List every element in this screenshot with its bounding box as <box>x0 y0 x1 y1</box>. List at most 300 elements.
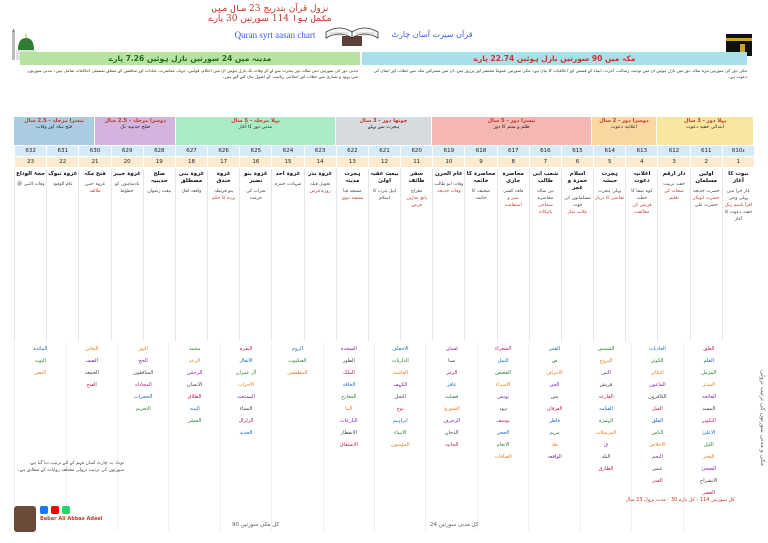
event-line: وفات خدیجہ <box>436 189 461 194</box>
year-row <box>14 146 754 156</box>
year-cell: 626 <box>207 146 239 156</box>
year-cell: 623 <box>304 146 336 156</box>
surah-name: فصلت <box>445 394 459 400</box>
event-heading: دار ارقم <box>662 171 686 177</box>
event-heading: اولین مسلمان <box>695 171 718 184</box>
surah-name: الرحمٰن <box>186 370 203 376</box>
event-column <box>464 169 496 341</box>
surah-name: الزخرف <box>443 418 461 424</box>
event-line: طائف <box>89 189 101 194</box>
period-text: ابتدائی خفیہ دعوت <box>686 124 725 130</box>
surah-name: الزمر <box>446 370 458 376</box>
surah-name: الکوثر <box>651 358 664 364</box>
event-line: کوہ صفا کا خطبہ <box>631 189 653 201</box>
surah-name: التغابن <box>84 346 99 352</box>
year-cell: 615 <box>561 146 593 156</box>
event-column <box>271 169 303 341</box>
surah-name: الانبیاء <box>393 430 407 436</box>
year-cell: 632 <box>14 146 46 156</box>
surah-name: الشعراء <box>494 346 512 352</box>
period-text: مدنی دور کا آغاز <box>238 124 273 130</box>
surah-name: ابراہیم <box>392 418 408 424</box>
surah-name: الذاریات <box>391 358 409 364</box>
surah-name: القیامہ <box>598 406 613 412</box>
makki-summary-band: مکہ میں 90 سورتیں نازل ہوئیں 22.74 پارے <box>362 52 747 65</box>
event-line: نجاشی کا دربار <box>595 196 625 201</box>
chart-header <box>0 0 768 52</box>
event-line: صحابہ کی تعلیم <box>664 189 684 201</box>
event-column <box>722 169 754 341</box>
event-column <box>400 169 432 341</box>
surah-name: المنافقون <box>133 370 154 376</box>
event-line: علانیہ نماز <box>567 210 588 215</box>
surah-name: الحدید <box>239 430 253 436</box>
year-number-cell: 20 <box>111 157 143 167</box>
surah-name: النبا <box>345 406 353 412</box>
surah-name: التحریم <box>135 406 151 412</box>
surah-name: الرعد <box>188 358 201 364</box>
surah-name: الفاتحہ <box>701 394 717 400</box>
surah-name: یونس <box>497 394 509 400</box>
surah-name: المزمل <box>701 370 717 376</box>
event-heading: غزوہ تبوک <box>48 171 78 177</box>
event-line: پردہ کا حکم <box>211 196 236 201</box>
year-number-cell: 2 <box>690 157 722 167</box>
surah-name: البروج <box>599 358 613 364</box>
event-heading: محاصرہ جاری <box>502 171 524 184</box>
year-number-cell: 21 <box>78 157 110 167</box>
surah-name: الاحقاف <box>391 346 409 352</box>
surah-name: الفیل <box>651 406 663 412</box>
event-line: واقعہ افک <box>181 189 202 194</box>
surah-name: آل عمران <box>235 370 257 376</box>
surah-name: غافر <box>447 382 457 388</box>
year-number-cell: 14 <box>304 157 336 167</box>
main-title-urdu: نزول قرآن بتدریج 23 سال میں مکمل ہوا 114 سورتیں 30 پارے <box>208 4 332 24</box>
event-line: عام الوفود <box>52 182 73 187</box>
surah-name: المطففین <box>287 370 308 376</box>
surah-name: الجمعہ <box>84 370 99 376</box>
surah-name: النمل <box>497 358 509 364</box>
surah-name: العادیات <box>649 346 666 352</box>
surah-name: القمر <box>548 346 561 352</box>
surah-name: الطور <box>342 358 355 364</box>
year-cell: 612 <box>657 146 689 156</box>
surah-column <box>14 343 65 531</box>
period-text: صلح حدیبیہ تک <box>120 124 151 130</box>
surah-name: الطارق <box>598 466 614 472</box>
event-heading: شعب ابی طالب <box>532 171 559 184</box>
event-line: روزے فرض <box>309 189 331 194</box>
surah-name: الضحیٰ <box>701 466 717 472</box>
surah-name: الفرقان <box>546 406 563 412</box>
event-heading: صلح حدیبیہ <box>150 171 168 184</box>
surah-name: الانفطار <box>340 430 357 436</box>
surah-name: القارعہ <box>598 394 614 400</box>
madni-total-note: کل مدنی سورتیں 24 <box>430 522 479 528</box>
surah-name: التکاثر <box>650 370 664 376</box>
surah-name: العصر <box>702 490 715 496</box>
surah-name: الفتح <box>86 382 97 388</box>
event-heading: محاصرہ کا خاتمہ <box>466 171 496 184</box>
makki-total-note: کل مکی سورتیں 90 <box>232 522 280 528</box>
madni-summary-band: مدینہ میں 24 سورتیں نازل ہوئیں 7.26 پارے <box>20 52 360 65</box>
event-line: غزوہ حنین <box>84 182 106 187</box>
event-column <box>690 169 722 341</box>
side-label: مکی و مدنی سورتوں کی ترتیب نزولی <box>759 369 766 467</box>
surah-name: الدخان <box>444 430 459 436</box>
period-text: فتح مکہ اور وفات <box>36 124 73 130</box>
surah-name: الزلزال <box>238 418 254 424</box>
event-line: شراب کی حرمت <box>246 189 266 201</box>
event-column <box>78 169 110 341</box>
event-line: صحیفہ کا خاتمہ <box>471 189 491 201</box>
surah-name: الممتحنہ <box>237 394 255 400</box>
surah-name: الشوریٰ <box>443 406 460 412</box>
surah-column <box>477 343 528 531</box>
surah-name: الاحزاب <box>237 382 255 388</box>
surah-name: الطلاق <box>187 394 202 400</box>
subtitle-urdu: قرآن سیرت آسان چارٹ <box>391 30 473 39</box>
year-number-cell: 23 <box>14 157 46 167</box>
surah-name: الانعام <box>496 442 510 448</box>
event-heading: اعلانیہ دعوت <box>633 171 651 184</box>
surah-name: الملک <box>342 370 355 376</box>
surah-name: نوح <box>396 406 404 412</box>
surah-column <box>323 343 374 531</box>
event-line: اقرأ باسم ربک <box>724 203 753 208</box>
surah-name: التوبہ <box>34 358 46 364</box>
event-heading: حجۃ الوداع <box>16 171 46 177</box>
author-credit: Babar Ali Abbas Adeel <box>40 516 103 522</box>
surah-name: النساء <box>239 406 253 412</box>
youtube-icon[interactable] <box>51 506 59 514</box>
surah-name: لقمان <box>445 346 458 352</box>
period-text: ہجرت سے پہلے <box>367 124 400 130</box>
event-line: مسلمانوں کی قوت <box>564 196 591 208</box>
event-line: معراج <box>410 189 423 194</box>
year-number-cell: 19 <box>143 157 175 167</box>
period-cell <box>432 117 591 145</box>
period-cell <box>657 117 754 145</box>
surah-name: الشمس <box>597 346 615 352</box>
event-heading: غزوہ احد <box>275 171 301 177</box>
event-heading: بیعت عقبہ اولیٰ <box>370 171 399 184</box>
year-number-cell: 10 <box>432 157 464 167</box>
period-text: اعلانیہ دعوت <box>610 124 638 130</box>
surah-column <box>66 343 117 531</box>
event-column <box>207 169 239 341</box>
year-cell: 619 <box>432 146 464 156</box>
surah-name: الاعلیٰ <box>702 430 716 436</box>
surah-name: الروم <box>291 346 303 352</box>
event-line: بیعت رضوان <box>147 189 172 194</box>
surah-name: المائدہ <box>33 346 48 352</box>
event-heading: سفر طائف <box>408 171 425 184</box>
surah-name: العنکبوت <box>288 358 307 364</box>
event-line: بادشاہوں کو خطوط <box>114 182 140 194</box>
event-line: اہل یثرب کا اسلام <box>372 189 397 201</box>
surah-name: الانشقاق <box>339 442 358 448</box>
event-line: شہادت حمزہ <box>274 182 302 187</box>
event-heading: نبوت کا آغاز <box>728 171 749 184</box>
period-title: دوسرا مرحلہ - 2.5 سال <box>104 118 166 124</box>
surah-name: الحجرات <box>134 394 153 400</box>
period-title: تیسرا دور - 5 سال <box>487 118 536 124</box>
year-cell: 613 <box>625 146 657 156</box>
surah-name: الفلق <box>651 418 663 424</box>
year-cell: 617 <box>497 146 529 156</box>
year-number-cell: 4 <box>625 157 657 167</box>
surah-name: الغاشیہ <box>392 370 408 376</box>
event-heading: ہجرت حبشہ <box>601 171 618 184</box>
year-cell: 610ء <box>722 146 754 156</box>
surah-name: المؤمنون <box>390 442 410 448</box>
event-column <box>14 169 46 341</box>
surah-name: النور <box>138 346 148 352</box>
surah-name: الصافات <box>494 454 512 460</box>
surah-name: النازعات <box>340 418 358 424</box>
madni-intro-text: مدنی دور کی سورتیں دس سالہ دور ہجرت سے لے کر وفات تک نازل ہوئیں ان میں احکام، قوانین، جہاد، معاشرت، عبادات اور منافقین کے متعلق تفصیلی احکامات شامل ہیں۔ مدنی سورتوں میں یہود و نصاریٰ سے خطاب اور اسلامی ریاست کے اصول بیان کئے گئے ہیں۔ <box>27 68 358 79</box>
surah-name: فاطر <box>549 418 560 424</box>
event-column <box>175 169 207 341</box>
event-column <box>497 169 529 341</box>
event-line: مسجد قبا <box>343 189 362 194</box>
surah-name: الفجر <box>703 454 715 460</box>
surah-name: الاخلاص <box>649 442 666 448</box>
surah-name: الحج <box>138 358 148 364</box>
year-number-cell: 1 <box>722 157 754 167</box>
surah-column <box>271 343 322 531</box>
surah-name: الانشراح <box>700 478 718 484</box>
surah-name: مریم <box>549 430 560 436</box>
event-line: قریش کی مخالفت <box>632 203 652 215</box>
surah-column <box>374 343 425 531</box>
surah-name: الجن <box>549 382 560 388</box>
surah-name: الاعراف <box>546 370 563 376</box>
event-heading: غزوہ خیبر <box>113 171 141 177</box>
event-line: خفیہ تربیت <box>663 182 685 187</box>
event-column <box>143 169 175 341</box>
surah-name: النصر <box>34 370 47 376</box>
surah-name: طہٰ <box>551 442 558 448</box>
events-grid <box>14 169 754 341</box>
event-heading: غزوہ خندق <box>216 171 231 184</box>
event-line: مسجد نبوی <box>341 196 364 201</box>
surah-name: الناس <box>651 430 664 436</box>
year-cell: 628 <box>143 146 175 156</box>
surah-name: الماعون <box>649 382 666 388</box>
event-line: حضرت خدیجہ <box>692 189 720 194</box>
main-title-english: Quran syrt aasan chart <box>234 30 316 40</box>
year-cell: 616 <box>529 146 561 156</box>
year-cell: 618 <box>464 146 496 156</box>
event-column <box>529 169 561 341</box>
surah-column <box>117 343 168 531</box>
event-heading: اسلام حمزہ و عمر <box>567 171 588 191</box>
event-line: حضرت علی <box>694 203 718 208</box>
year-cell: 620 <box>400 146 432 156</box>
footer-note: نوٹ: یہ چارٹ آسان فہم کے لئے ترتیب دیا گیا ہے، سورتوں کی ترتیب نزولی مختلف روایات کے مطابق ہے۔ <box>17 461 124 473</box>
surah-name: المعارج <box>341 394 357 400</box>
surah-name: عبس <box>651 466 663 472</box>
event-heading: غزوہ بدر <box>308 171 333 177</box>
surah-column <box>168 343 219 531</box>
event-heading: عام الحزن <box>434 171 463 177</box>
year-count-row <box>14 157 754 167</box>
year-number-cell: 8 <box>497 157 529 167</box>
period-cell <box>176 117 335 145</box>
event-column <box>239 169 271 341</box>
event-line: پانچ نمازیں فرض <box>406 196 428 208</box>
year-cell: 622 <box>336 146 368 156</box>
surah-name: القصص <box>495 370 512 376</box>
period-title: پہلا دور - 3 سال <box>683 118 727 124</box>
event-line: تین سالہ محاصرہ <box>536 189 554 201</box>
period-text: ظلم و ستم کا دور <box>493 124 530 130</box>
surah-column <box>220 343 271 531</box>
surah-name: الہمزہ <box>598 418 614 424</box>
event-line: فاقہ کشی <box>503 189 524 194</box>
event-heading: غزوہ بنو نضیر <box>244 171 268 184</box>
event-line: حضرت ابوبکر <box>693 196 720 201</box>
event-line: صبر و استقامت <box>504 196 522 208</box>
period-title: چوتھا دور - 3 سال <box>359 118 408 124</box>
period-cell <box>592 117 658 145</box>
event-column <box>593 169 625 341</box>
event-column <box>657 169 689 341</box>
year-cell: 625 <box>239 146 271 156</box>
event-line: پہلی ہجرت <box>598 189 622 194</box>
period-title: دوسرا دور - 2 سال <box>599 118 649 124</box>
event-column <box>304 169 336 341</box>
period-header-row <box>14 117 754 145</box>
event-column <box>336 169 368 341</box>
surah-name: الحاقہ <box>342 382 356 388</box>
year-cell: 621 <box>368 146 400 156</box>
year-number-cell: 5 <box>593 157 625 167</box>
event-line: غار حرا میں پہلی وحی <box>726 189 750 201</box>
event-column <box>111 169 143 341</box>
year-number-cell: 12 <box>368 157 400 167</box>
year-number-cell: 6 <box>561 157 593 167</box>
whatsapp-icon[interactable] <box>62 506 70 514</box>
makki-intro-text: مکی دور کی سورتیں تیرہ سالہ دور میں نازل ہوئیں ان میں توحید، رسالت، آخرت، انبیاء کے قصص اور اخلاقیات کا بیان ہے۔ مکی سورتیں عموماً مختصر اور پرزور ہیں، ان میں مشرکین مکہ سے خطاب اور ایمان کی دعوت ہے۔ <box>373 68 747 79</box>
surah-name: قریش <box>599 382 613 388</box>
surah-name: المدثر <box>702 382 716 388</box>
author-avatar <box>14 506 36 532</box>
surah-name: الواقعہ <box>547 454 562 460</box>
year-number-cell: 16 <box>239 157 271 167</box>
period-cell <box>95 117 176 145</box>
year-number-cell: 17 <box>207 157 239 167</box>
event-line: خفیہ دعوت کا آغاز <box>724 210 753 222</box>
surah-name: الاسراء <box>495 382 511 388</box>
facebook-icon[interactable] <box>40 506 48 514</box>
year-number-cell: 3 <box>657 157 689 167</box>
surah-name: البلد <box>601 454 611 460</box>
surah-name: ہود <box>499 406 507 412</box>
surah-name: محمد <box>188 346 201 352</box>
surah-name: العلق <box>703 346 715 352</box>
surah-name: اللیل <box>703 442 714 448</box>
surah-name: التکویر <box>701 418 716 424</box>
year-number-cell: 9 <box>464 157 496 167</box>
event-heading: غزوہ بنی مصطلق <box>178 171 205 184</box>
period-cell <box>336 117 433 145</box>
year-cell: 611 <box>690 146 722 156</box>
year-number-cell: 15 <box>271 157 303 167</box>
surah-name: القدر <box>652 478 663 484</box>
surah-name: الصف <box>85 358 98 364</box>
surah-name: النحل <box>394 394 406 400</box>
year-cell: 614 <box>593 146 625 156</box>
year-cell: 630 <box>78 146 110 156</box>
surah-name: البقرہ <box>239 346 253 352</box>
event-column <box>625 169 657 341</box>
surah-name: السجدہ <box>340 346 357 352</box>
period-cell <box>14 117 95 145</box>
surah-name: الکہف <box>393 382 408 388</box>
surah-column <box>528 343 579 531</box>
event-line: بنو قریظہ <box>214 189 234 194</box>
event-line: سماجی بائیکاٹ <box>538 203 553 215</box>
surah-name: الکافرون <box>648 394 667 400</box>
year-number-cell: 13 <box>336 157 368 167</box>
surah-name: الجاثیہ <box>444 442 459 448</box>
surah-name: یس <box>550 394 559 400</box>
surah-name: المسد <box>702 406 716 412</box>
surah-name: الحشر <box>187 418 202 424</box>
surah-column <box>425 343 479 531</box>
year-cell: 631 <box>46 146 78 156</box>
surah-name: البینہ <box>189 406 200 412</box>
year-number-cell: 7 <box>529 157 561 167</box>
surah-name: النجم <box>651 454 663 460</box>
year-number-cell: 11 <box>400 157 432 167</box>
year-number-cell: 22 <box>46 157 78 167</box>
surah-name: یوسف <box>496 418 510 424</box>
event-column <box>46 169 78 341</box>
surah-name: ق <box>604 442 608 448</box>
period-title: پہلا مرحلہ - 5 سال <box>231 118 280 124</box>
surah-name: المرسلات <box>595 430 617 436</box>
surah-name: الحجر <box>497 430 510 436</box>
period-title: تیسرا مرحلہ - 2.5 سال <box>24 118 84 124</box>
surah-name: المجادلہ <box>134 382 152 388</box>
event-column <box>561 169 593 341</box>
year-cell: 629 <box>111 146 143 156</box>
year-cell: 627 <box>175 146 207 156</box>
social-icons <box>40 506 70 514</box>
year-cell: 624 <box>271 146 303 156</box>
event-line: تحویل قبلہ <box>309 182 331 187</box>
surah-name: الانسان <box>186 382 203 388</box>
surah-name: الانفال <box>239 358 253 364</box>
event-column <box>432 169 464 341</box>
surah-name: القلم <box>703 358 714 364</box>
year-number-cell: 18 <box>175 157 207 167</box>
event-column <box>368 169 400 341</box>
surah-name: سبا <box>448 358 456 364</box>
total-summary-note: کل سورتیں 114 - کل پارے 30 - مدت نزول 23 سال <box>625 497 735 503</box>
event-line: وفات النبی ﷺ <box>16 182 45 187</box>
event-line: وفات ابو طالب <box>434 182 464 187</box>
event-heading: فتح مکہ <box>84 171 106 177</box>
surah-name: التین <box>601 370 611 376</box>
surah-name: ص <box>551 358 558 364</box>
event-heading: ہجرت مدینہ <box>344 171 361 184</box>
